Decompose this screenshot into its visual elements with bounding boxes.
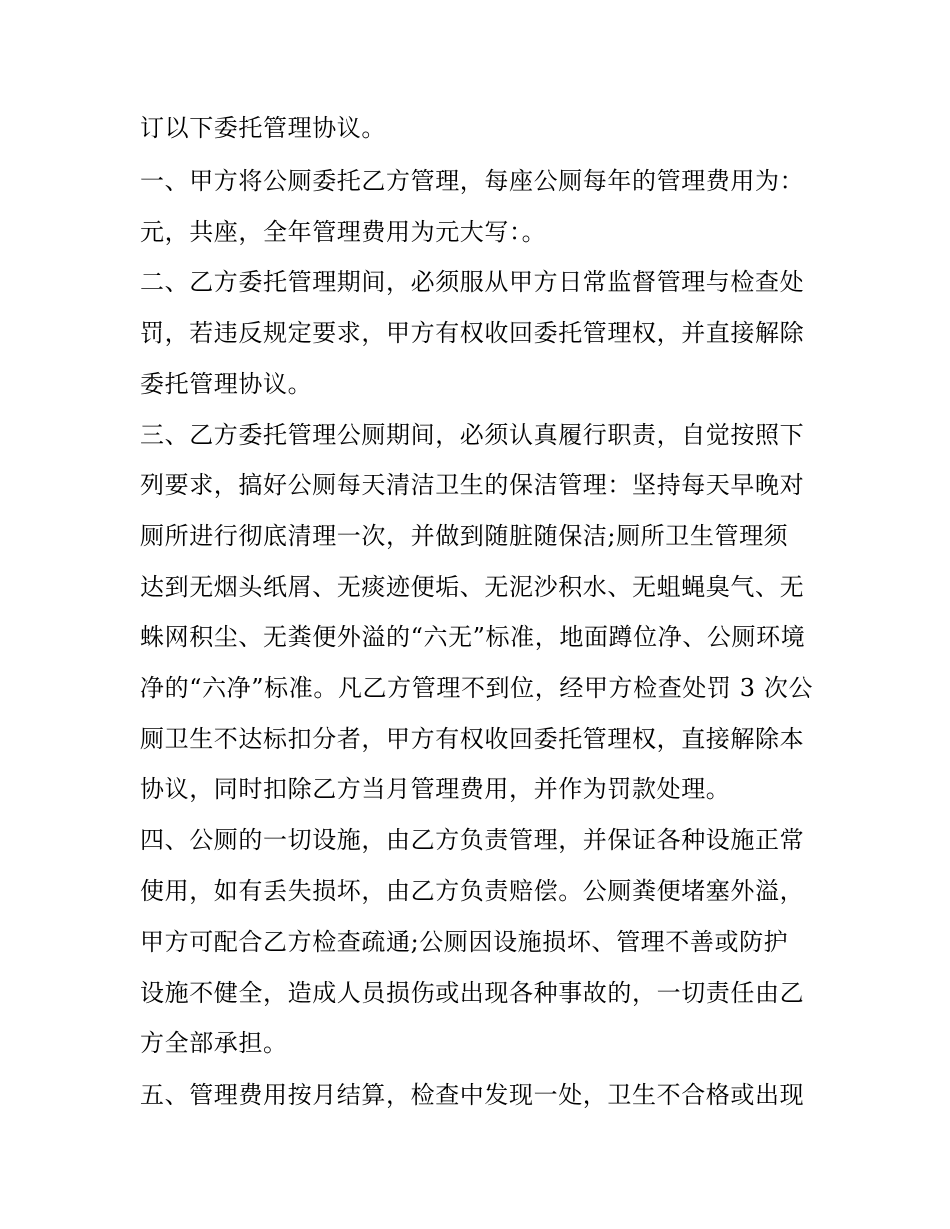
text-line: 一、甲方将公厕委托乙方管理，每座公厕每年的管理费用为： (140, 167, 805, 195)
text-line: 蛛网积尘、无粪便外溢的“六无”标准，地面蹲位净、公厕环境 (140, 623, 806, 651)
text-line: 净的“六净”标准。凡乙方管理不到位，经甲方检查处罚 3 次公 (140, 674, 814, 702)
text-line: 列要求，搞好公厕每天清洁卫生的保洁管理：坚持每天早晚对 (140, 471, 805, 499)
text-line: 甲方可配合乙方检查疏通;公厕因设施损坏、管理不善或防护 (140, 928, 789, 956)
text-line: 设施不健全，造成人员损伤或出现各种事故的，一切责任由乙 (140, 979, 805, 1007)
text-line: 订以下委托管理协议。 (140, 114, 386, 142)
text-line: 委托管理协议。 (140, 370, 313, 398)
text-line: 协议，同时扣除乙方当月管理费用，并作为罚款处理。 (140, 775, 731, 803)
text-line: 方全部承担。 (140, 1029, 288, 1057)
text-line: 元，共座，全年管理费用为元大写：。 (140, 218, 547, 246)
text-line: 二、乙方委托管理期间，必须服从甲方日常监督管理与检查处 (140, 268, 805, 296)
text-line: 达到无烟头纸屑、无痰迹便垢、无泥沙积水、无蛆蝇臭气、无 (140, 573, 805, 601)
text-line: 罚，若违反规定要求，甲方有权收回委托管理权，并直接解除 (140, 319, 805, 347)
text-line: 四、公厕的一切设施，由乙方负责管理，并保证各种设施正常 (140, 826, 805, 854)
text-line: 使用，如有丢失损坏，由乙方负责赔偿。公厕粪便堵塞外溢， (140, 877, 805, 905)
text-line: 三、乙方委托管理公厕期间，必须认真履行职责，自觉按照下 (140, 421, 805, 449)
text-line: 五、管理费用按月结算，检查中发现一处，卫生不合格或出现 (140, 1081, 805, 1109)
text-line: 厕卫生不达标扣分者，甲方有权收回委托管理权，直接解除本 (140, 725, 805, 753)
text-line: 厕所进行彻底清理一次，并做到随脏随保洁;厕所卫生管理须 (140, 522, 789, 550)
